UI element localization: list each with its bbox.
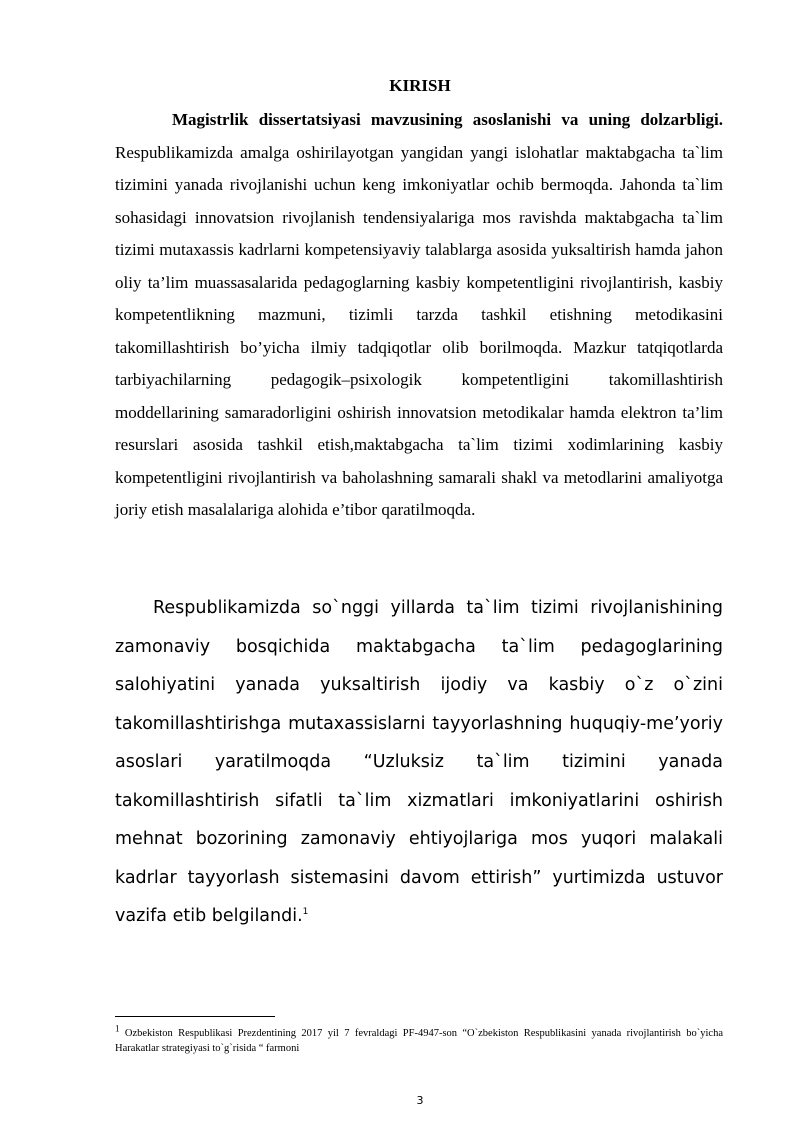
- intro-paragraph: [115, 104, 723, 527]
- page-number: 3: [416, 1094, 424, 1107]
- paragraph-bold-lead: Magistrlik dissertatsiyasi mavzusining asoslanishi va uning dolzarbligi.: [172, 110, 723, 129]
- section-heading: KIRISH: [389, 76, 451, 95]
- second-paragraph: [115, 589, 723, 936]
- paragraph-body: Respublikamizda so`nggi yillarda ta`lim tizimi rivojlanishining zamonaviy bosqichida maktabgacha ta`lim pedagoglarining salohiyatini yanada yuksaltirish ijodiy va kasbiy o`z o`zini takomillashtirishga mutaxassislarni tayyorlashning huquqiy-me’yoriy asoslari yaratilmoqda “Uzluksiz ta`lim tizimini yanada takomillashtirish sifatli ta`lim xizmatlari imkoniyatlarini oshirish mehnat bozorining zamonaviy ehtiyojlariga mos yuqori malakali kadrlar tayyorlash sistemasini davom ettirish” yurtimizda ustuvor vazifa etib belgilandi.: [115, 598, 723, 926]
- paragraph-body: Respublikamizda amalga oshirilayotgan yangidan yangi islohatlar maktabgacha ta`lim tizimini yanada rivojlanishi uchun keng imkoniyatlar ochib bermoqda. Jahonda ta`lim sohasidagi innovatsion rivojlanish tendensiyalariga mos ravishda maktabgacha ta`lim tizimi mutaxassis kadrlarni kompetensiyaviy talablarga asosida yuksaltirish hamda jahon oliy ta’lim muassasalarida pedagoglarning kasbiy kompetentligini rivojlantirish, kasbiy kompetentlikning mazmuni, tizimli tarzda tashkil etishning metodikasini takomillashtirish bo’yicha ilmiy tadqiqotlar olib borilmoqda. Mazkur tatqiqotlarda tarbiyachilarning pedagogik–psixologik kompetentligini takomillashtirish moddellarining samaradorligini oshirish innovatsion metodikalar hamda elektron ta’lim resurslari asosida tashkil etish,maktabgacha ta`lim tizimi xodimlarining kasbiy kompetentligini rivojlantirish va baholashning samarali shakl va metodlarini amaliyotga joriy etish masalalariga alohida e’tibor qaratilmoqda.: [115, 142, 723, 519]
- footnote-text: Ozbekiston Respublikasi Prezdentining 2017 yil 7 fevraldagi PF-4947-son “O`zbekiston Respublikasini yanada rivojlantirish bo`yicha Harakatlar strategiyasi to`g`risida “ farmoni: [115, 1028, 723, 1054]
- footnote: [115, 1023, 723, 1056]
- footnote-reference[interactable]: 1: [302, 907, 309, 918]
- footnote-separator: [115, 1016, 275, 1017]
- footnote-marker: 1: [115, 1023, 120, 1034]
